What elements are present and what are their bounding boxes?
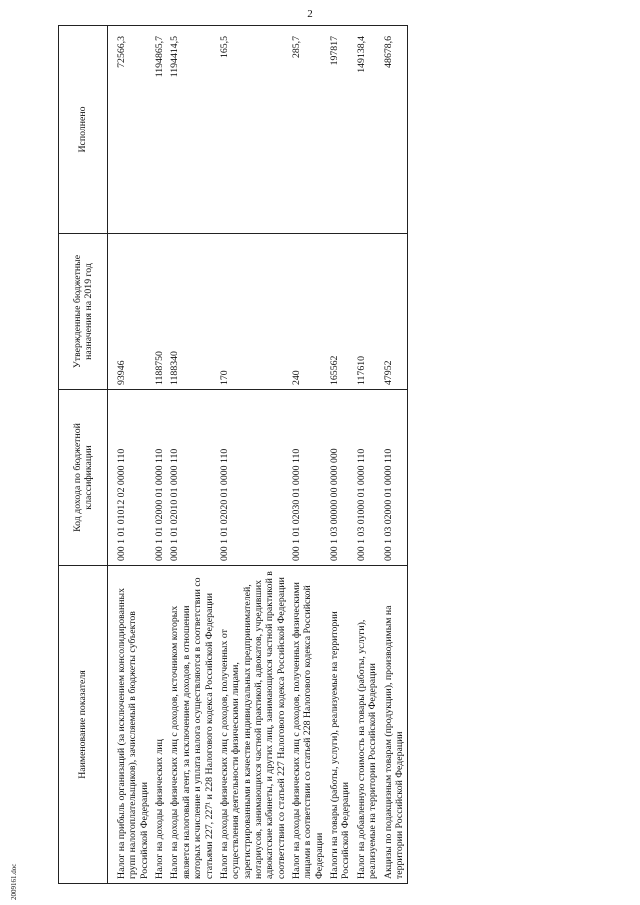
page-number: 2	[307, 8, 313, 20]
row-approved: 165562	[327, 234, 354, 390]
footer-file-label-wrap	[10, 790, 24, 900]
header-code: Код дохода по бюджетной классификации	[59, 390, 108, 566]
row-name: Налог на доходы физических лиц с доходов, полученных физическими лицами в соответствии со статьей 228 Налогового кодекса Российской Федерации	[289, 566, 327, 884]
table-row	[327, 26, 354, 884]
row-name: Налог на прибыль организаций (за исключением консолидированных групп налогоплательщиков), зачисляемый в бюджеты субъектов Российской Федерации	[108, 566, 153, 884]
row-executed: 165,5	[217, 26, 289, 234]
table-row	[167, 26, 216, 884]
footer-file-label: 2009161.doc	[10, 863, 18, 900]
row-code: 000 1 03 02000 01 0000 110	[381, 390, 408, 566]
row-approved: 170	[217, 234, 289, 390]
row-code: 000 1 03 01000 01 0000 110	[354, 390, 381, 566]
row-approved: 1188750	[152, 234, 167, 390]
row-executed: 285,7	[289, 26, 327, 234]
table-row	[217, 26, 289, 884]
row-name: Налог на доходы физических лиц с доходов, источником которых является налоговый агент, за исключением доходов, в отношении которых исчисление и уплата налога осуществляются в соответствии со статьями 227, 227¹ и 228 Налогового кодекса Российской Федерации	[167, 566, 216, 884]
row-approved: 240	[289, 234, 327, 390]
header-approved: Утвержденные бюджетные назначения на 2019 год	[59, 234, 108, 390]
table-row	[152, 26, 167, 884]
table-header-row	[59, 26, 108, 884]
row-executed: 149138,4	[354, 26, 381, 234]
budget-table-rotated	[58, 26, 586, 884]
row-name: Налоги на товары (работы, услуги), реализуемые на территории Российской Федерации	[327, 566, 354, 884]
row-executed: 72566,3	[108, 26, 153, 234]
row-approved: 93946	[108, 234, 153, 390]
row-name: Акцизы по подакцизным товарам (продукции), производимым на территории Российской Федерации	[381, 566, 408, 884]
row-executed: 1194865,7	[152, 26, 167, 234]
row-name: Налог на добавленную стоимость на товары (работы, услуги), реализуемые на территории Российской Федерации	[354, 566, 381, 884]
row-name: Налог на доходы физических лиц	[152, 566, 167, 884]
table-row	[354, 26, 381, 884]
row-code: 000 1 03 00000 00 0000 000	[327, 390, 354, 566]
row-code: 000 1 01 02010 01 0000 110	[167, 390, 216, 566]
row-approved: 1188340	[167, 234, 216, 390]
row-code: 000 1 01 02020 01 0000 110	[217, 390, 289, 566]
row-executed: 48678,6	[381, 26, 408, 234]
row-executed: 197817	[327, 26, 354, 234]
row-name: Налог на доходы физических лиц с доходов, полученных от осуществления деятельности физическими лицами, зарегистрированными в качестве индивидуальных предпринимателей, нотариусов, занимающихся частной практикой, адвокатов, учредивших адвокатские кабинеты, и других лиц, занимающихся частной практикой в соответствии со статьей 227 Налогового кодекса Российской Федерации	[217, 566, 289, 884]
table-row	[381, 26, 408, 884]
row-approved: 117610	[354, 234, 381, 390]
header-executed: Исполнено	[59, 26, 108, 234]
row-code: 000 1 01 01012 02 0000 110	[108, 390, 153, 566]
row-approved: 47952	[381, 234, 408, 390]
header-name: Наименование показателя	[59, 566, 108, 884]
row-code: 000 1 01 02000 01 0000 110	[152, 390, 167, 566]
budget-table	[58, 25, 408, 884]
table-row	[289, 26, 327, 884]
row-code: 000 1 01 02030 01 0000 110	[289, 390, 327, 566]
row-executed: 1194414,5	[167, 26, 216, 234]
table-row	[108, 26, 153, 884]
